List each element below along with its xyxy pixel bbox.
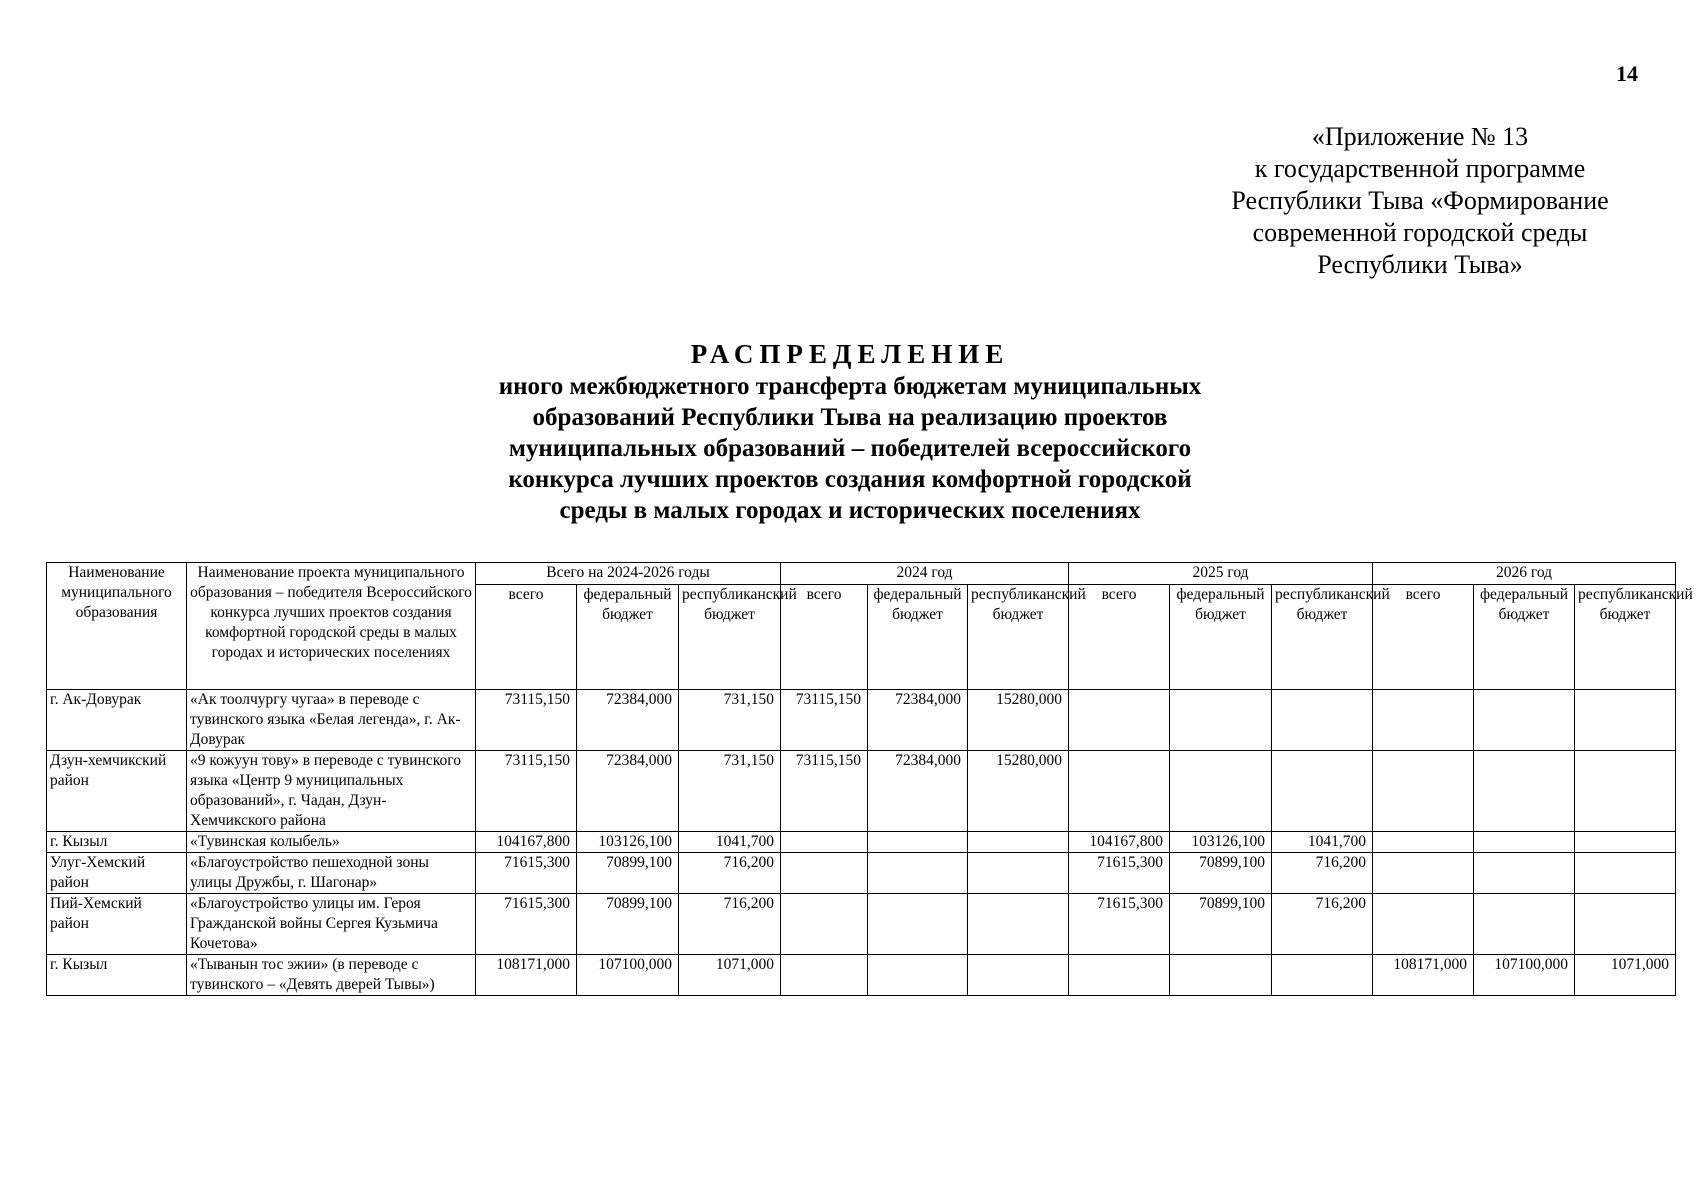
cell-total: 71615,300: [1069, 894, 1170, 955]
cell-republic: 1041,700: [679, 832, 781, 853]
cell-project: «Благоустройство улицы им. Героя Гражданской войны Сергея Кузьмича Кочетова»: [187, 894, 476, 955]
heading-subtitle-line: иного межбюджетного трансферта бюджетам муниципальных: [498, 373, 1202, 400]
cell-federal: [1170, 751, 1272, 832]
heading-subtitle: [400, 371, 1300, 526]
header-group-2025: 2025 год: [1069, 563, 1373, 585]
cell-total: [1069, 751, 1170, 832]
header-sub-total: всего: [781, 585, 868, 690]
cell-republic: 731,150: [679, 690, 781, 751]
cell-republic: [968, 894, 1069, 955]
cell-project: «Тувинская колыбель»: [187, 832, 476, 853]
cell-republic: 716,200: [1272, 853, 1373, 894]
cell-republic: [1575, 832, 1676, 853]
cell-federal: [1474, 894, 1575, 955]
cell-project: «Ак тоолчургу чугаа» в переводе с тувинского языка «Белая легенда», г. Ак-Довурак: [187, 690, 476, 751]
cell-total: [1373, 751, 1474, 832]
cell-federal: 72384,000: [577, 751, 679, 832]
cell-total: [781, 894, 868, 955]
cell-republic: [1272, 751, 1373, 832]
cell-federal: 72384,000: [577, 690, 679, 751]
header-sub-total: всего: [476, 585, 577, 690]
cell-republic: 15280,000: [968, 751, 1069, 832]
appendix-line: к государственной программе: [1254, 154, 1586, 183]
document-heading: [400, 337, 1300, 526]
cell-republic: [968, 832, 1069, 853]
cell-republic: [1272, 955, 1373, 996]
header-group-2026: 2026 год: [1373, 563, 1676, 585]
table-row: [47, 751, 1676, 832]
cell-municipality: г. Ак-Довурак: [47, 690, 187, 751]
cell-republic: [968, 955, 1069, 996]
cell-total: 73115,150: [476, 690, 577, 751]
cell-federal: [1170, 955, 1272, 996]
appendix-line: Республики Тыва «Формирование: [1231, 186, 1609, 215]
appendix-line: «Приложение № 13: [1311, 122, 1529, 151]
cell-total: [1373, 690, 1474, 751]
cell-total: [781, 832, 868, 853]
header-sub-republic: республиканский бюджет: [679, 585, 781, 690]
cell-republic: 1071,000: [679, 955, 781, 996]
header-sub-total: всего: [1069, 585, 1170, 690]
cell-republic: [1575, 690, 1676, 751]
cell-total: 71615,300: [1069, 853, 1170, 894]
heading-subtitle-line: муниципальных образований – победителей всероссийского: [508, 435, 1192, 462]
cell-federal: 107100,000: [577, 955, 679, 996]
cell-federal: 70899,100: [1170, 894, 1272, 955]
cell-federal: 103126,100: [577, 832, 679, 853]
cell-total: [1069, 955, 1170, 996]
cell-municipality: Дзун-хемчикский район: [47, 751, 187, 832]
heading-title: РАСПРЕДЕЛЕНИЕ: [690, 339, 1010, 369]
cell-total: 71615,300: [476, 853, 577, 894]
cell-total: [781, 955, 868, 996]
table-row: [47, 894, 1676, 955]
cell-total: 108171,000: [476, 955, 577, 996]
cell-republic: [968, 853, 1069, 894]
header-sub-republic: республиканский бюджет: [1575, 585, 1676, 690]
cell-federal: [1474, 751, 1575, 832]
header-group-total: Всего на 2024-2026 годы: [476, 563, 781, 585]
cell-republic: 716,200: [679, 853, 781, 894]
cell-republic: [1575, 853, 1676, 894]
cell-republic: 1071,000: [1575, 955, 1676, 996]
cell-federal: [868, 894, 968, 955]
header-sub-total: всего: [1373, 585, 1474, 690]
cell-total: [1373, 853, 1474, 894]
cell-federal: [1474, 832, 1575, 853]
cell-republic: [1575, 894, 1676, 955]
cell-municipality: Улуг-Хемский район: [47, 853, 187, 894]
cell-federal: [868, 853, 968, 894]
heading-subtitle-line: среды в малых городах и исторических поселениях: [559, 497, 1141, 524]
cell-federal: 103126,100: [1170, 832, 1272, 853]
header-sub-republic: республиканский бюджет: [968, 585, 1069, 690]
cell-municipality: Пий-Хемский район: [47, 894, 187, 955]
page-number: 14: [1616, 61, 1638, 86]
cell-federal: [868, 955, 968, 996]
cell-federal: [1474, 690, 1575, 751]
cell-total: [1373, 894, 1474, 955]
header-sub-federal: федеральный бюджет: [868, 585, 968, 690]
cell-total: [1373, 832, 1474, 853]
cell-federal: [868, 832, 968, 853]
cell-total: 73115,150: [476, 751, 577, 832]
cell-federal: [1170, 690, 1272, 751]
cell-republic: 731,150: [679, 751, 781, 832]
header-group-2024: 2024 год: [781, 563, 1069, 585]
cell-republic: [1272, 690, 1373, 751]
cell-republic: 716,200: [679, 894, 781, 955]
cell-total: 71615,300: [476, 894, 577, 955]
heading-subtitle-line: конкурса лучших проектов создания комфортной городской: [508, 466, 1192, 493]
cell-municipality: г. Кызыл: [47, 832, 187, 853]
header-sub-republic: республиканский бюджет: [1272, 585, 1373, 690]
cell-republic: 716,200: [1272, 894, 1373, 955]
header-project: Наименование проекта муниципального образования – победителя Всероссийского конкурса лучших проектов создания комфортной городской среды в малых городах и исторических поселениях: [187, 563, 476, 690]
appendix-line: Республики Тыва»: [1317, 250, 1523, 279]
cell-project: «9 кожуун тову» в переводе с тувинского языка «Центр 9 муниципальных образований», г. Чадан, Дзун-Хемчикского района: [187, 751, 476, 832]
table-row: [47, 955, 1676, 996]
cell-total: [1069, 690, 1170, 751]
header-municipality: Наименование муниципального образования: [47, 563, 187, 690]
cell-federal: 72384,000: [868, 690, 968, 751]
heading-subtitle-line: образований Республики Тыва на реализацию проектов: [532, 404, 1168, 431]
header-row-groups: [47, 563, 1676, 585]
cell-total: 108171,000: [1373, 955, 1474, 996]
table-row: [47, 832, 1676, 853]
cell-total: 73115,150: [781, 751, 868, 832]
header-sub-federal: федеральный бюджет: [1170, 585, 1272, 690]
appendix-line: современной городской среды: [1252, 218, 1588, 247]
cell-federal: 70899,100: [1170, 853, 1272, 894]
cell-total: 104167,800: [1069, 832, 1170, 853]
cell-republic: 15280,000: [968, 690, 1069, 751]
header-sub-federal: федеральный бюджет: [1474, 585, 1575, 690]
cell-total: [781, 853, 868, 894]
cell-federal: 107100,000: [1474, 955, 1575, 996]
cell-federal: 70899,100: [577, 894, 679, 955]
cell-republic: [1575, 751, 1676, 832]
cell-total: 104167,800: [476, 832, 577, 853]
header-sub-federal: федеральный бюджет: [577, 585, 679, 690]
cell-total: 73115,150: [781, 690, 868, 751]
cell-federal: 72384,000: [868, 751, 968, 832]
appendix-block: [1210, 121, 1630, 281]
table-row: [47, 853, 1676, 894]
cell-municipality: г. Кызыл: [47, 955, 187, 996]
cell-federal: 70899,100: [577, 853, 679, 894]
table-body: [47, 690, 1676, 996]
cell-federal: [1474, 853, 1575, 894]
cell-republic: 1041,700: [1272, 832, 1373, 853]
cell-project: «Благоустройство пешеходной зоны улицы Дружбы, г. Шагонар»: [187, 853, 476, 894]
distribution-table: [46, 562, 1693, 996]
cell-project: «Тыванын тос эжии» (в переводе с тувинского – «Девять дверей Тывы»): [187, 955, 476, 996]
table-row: [47, 690, 1676, 751]
